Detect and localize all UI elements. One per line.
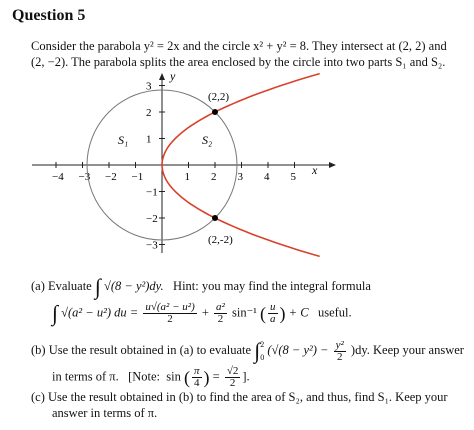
y-axis-label: y	[170, 70, 176, 83]
part-b-text: Use the result obtained in (a) to evaluate	[48, 342, 252, 357]
part-c-label: (c)	[31, 390, 45, 404]
point-bottom-label: (2,-2)	[208, 234, 233, 246]
integral-limits	[260, 338, 264, 364]
paren-open: (	[260, 303, 267, 324]
integral-sign-b: ∫	[254, 338, 261, 363]
lower-limit: 0	[260, 353, 265, 362]
part-c-line-2: answer in terms of π.	[52, 406, 158, 420]
note-paren-open: (	[184, 367, 190, 388]
x-tick-label: 4	[264, 171, 270, 183]
part-a-evaluate: Evaluate	[48, 279, 92, 293]
region-s1-label: S₁	[118, 133, 129, 147]
formula-integrand: √(a² − u²) du =	[61, 305, 139, 320]
region-s2-label: S₂	[202, 133, 213, 147]
x-tick-label: 3	[237, 171, 243, 183]
arcsin-arg	[268, 302, 278, 325]
part-b-frac-denominator: 2	[336, 350, 343, 363]
part-b-line-1	[31, 338, 464, 364]
formula-frac-1	[143, 302, 196, 325]
upper-limit: 2	[260, 340, 265, 349]
x-axis-arrow	[329, 162, 336, 168]
frac-2-numerator: a²	[216, 301, 225, 313]
y-tick-label: −3	[146, 239, 158, 252]
note-close: ].	[242, 369, 250, 384]
question-heading: Question 5	[12, 7, 86, 24]
note-sin-arg-denominator: 4	[194, 377, 200, 389]
x-tick-label: 5	[290, 171, 296, 183]
note-sin-arg	[192, 366, 202, 389]
x-tick-label: −1	[131, 171, 144, 183]
y-axis-arrow	[159, 73, 165, 80]
intersection-point-top	[212, 109, 218, 115]
formula-plus: +	[201, 305, 209, 320]
part-a-integrand: √(8 − y²)dy.	[104, 279, 164, 293]
point-top-label: (2,2)	[208, 91, 230, 103]
parabola-circle-figure	[24, 70, 344, 260]
part-b-frac-numerator: y²	[335, 338, 344, 351]
note-label: [Note:	[128, 369, 161, 384]
intersection-point-bottom	[212, 215, 218, 221]
integral-sign-formula: ∫	[52, 300, 59, 326]
part-b-integrand-pre: (√(8 − y²) −	[267, 342, 329, 357]
part-a-line-1	[31, 274, 371, 300]
y-tick-label: −1	[146, 186, 158, 199]
frac-1-denominator: 2	[167, 313, 173, 325]
y-tick-label: 1	[146, 133, 152, 146]
paren-close: )	[279, 303, 286, 324]
x-tick-label: −2	[105, 171, 117, 183]
note-paren-close: )	[203, 367, 210, 388]
formula-useful: useful.	[317, 305, 352, 320]
intro-line-2: (2, −2). The parabola splits the area enclosed by the circle into two parts S₁ and S₂.	[31, 55, 446, 69]
part-b-frac	[334, 340, 346, 363]
integral-sign: ∫	[94, 274, 101, 300]
note-result-numerator: √2	[226, 365, 239, 377]
arcsin: sin⁻¹	[231, 305, 257, 320]
formula-constant: + C	[288, 305, 309, 320]
note-sin: sin	[166, 369, 181, 384]
part-b-label: (b)	[31, 342, 46, 357]
part-c-line-1	[31, 389, 448, 405]
part-b-integrand-post: )dy. Keep your answer	[350, 342, 464, 357]
formula-frac-2	[214, 302, 227, 325]
x-axis-label: x	[312, 163, 318, 177]
part-a-hint: Hint: you may find the integral formula	[173, 279, 371, 293]
x-tick-label: 1	[184, 171, 190, 183]
arcsin-arg-denominator: a	[270, 313, 276, 325]
y-tick-label: 3	[146, 80, 152, 93]
y-tick-label: −2	[146, 213, 158, 225]
part-a-label: (a)	[31, 279, 45, 293]
part-b-line-2	[52, 366, 250, 389]
x-tick-label: −3	[78, 171, 91, 183]
frac-1-numerator: u√(a² − u²)	[145, 301, 195, 313]
intro-line-1: Consider the parabola y² = 2x and the circle x² + y² = 8. They intersect at (2, 2) and	[31, 39, 447, 53]
integral-formula	[52, 302, 352, 325]
x-tick-label: −4	[52, 171, 64, 183]
part-c-text: Use the result obtained in (b) to find the area of S₂, and thus, find S₁. Keep your	[48, 390, 448, 404]
note-result	[225, 366, 241, 389]
note-sin-arg-numerator: π	[194, 365, 200, 377]
x-tick-label: 2	[211, 171, 217, 183]
part-b-line-2-text: in terms of π.	[52, 369, 119, 384]
y-tick-label: 2	[146, 107, 152, 119]
arcsin-arg-numerator: u	[270, 301, 276, 313]
frac-2-denominator: 2	[217, 313, 224, 325]
note-result-denominator: 2	[229, 377, 236, 389]
axis-ticks	[52, 81, 297, 252]
note-equals: =	[212, 369, 220, 384]
